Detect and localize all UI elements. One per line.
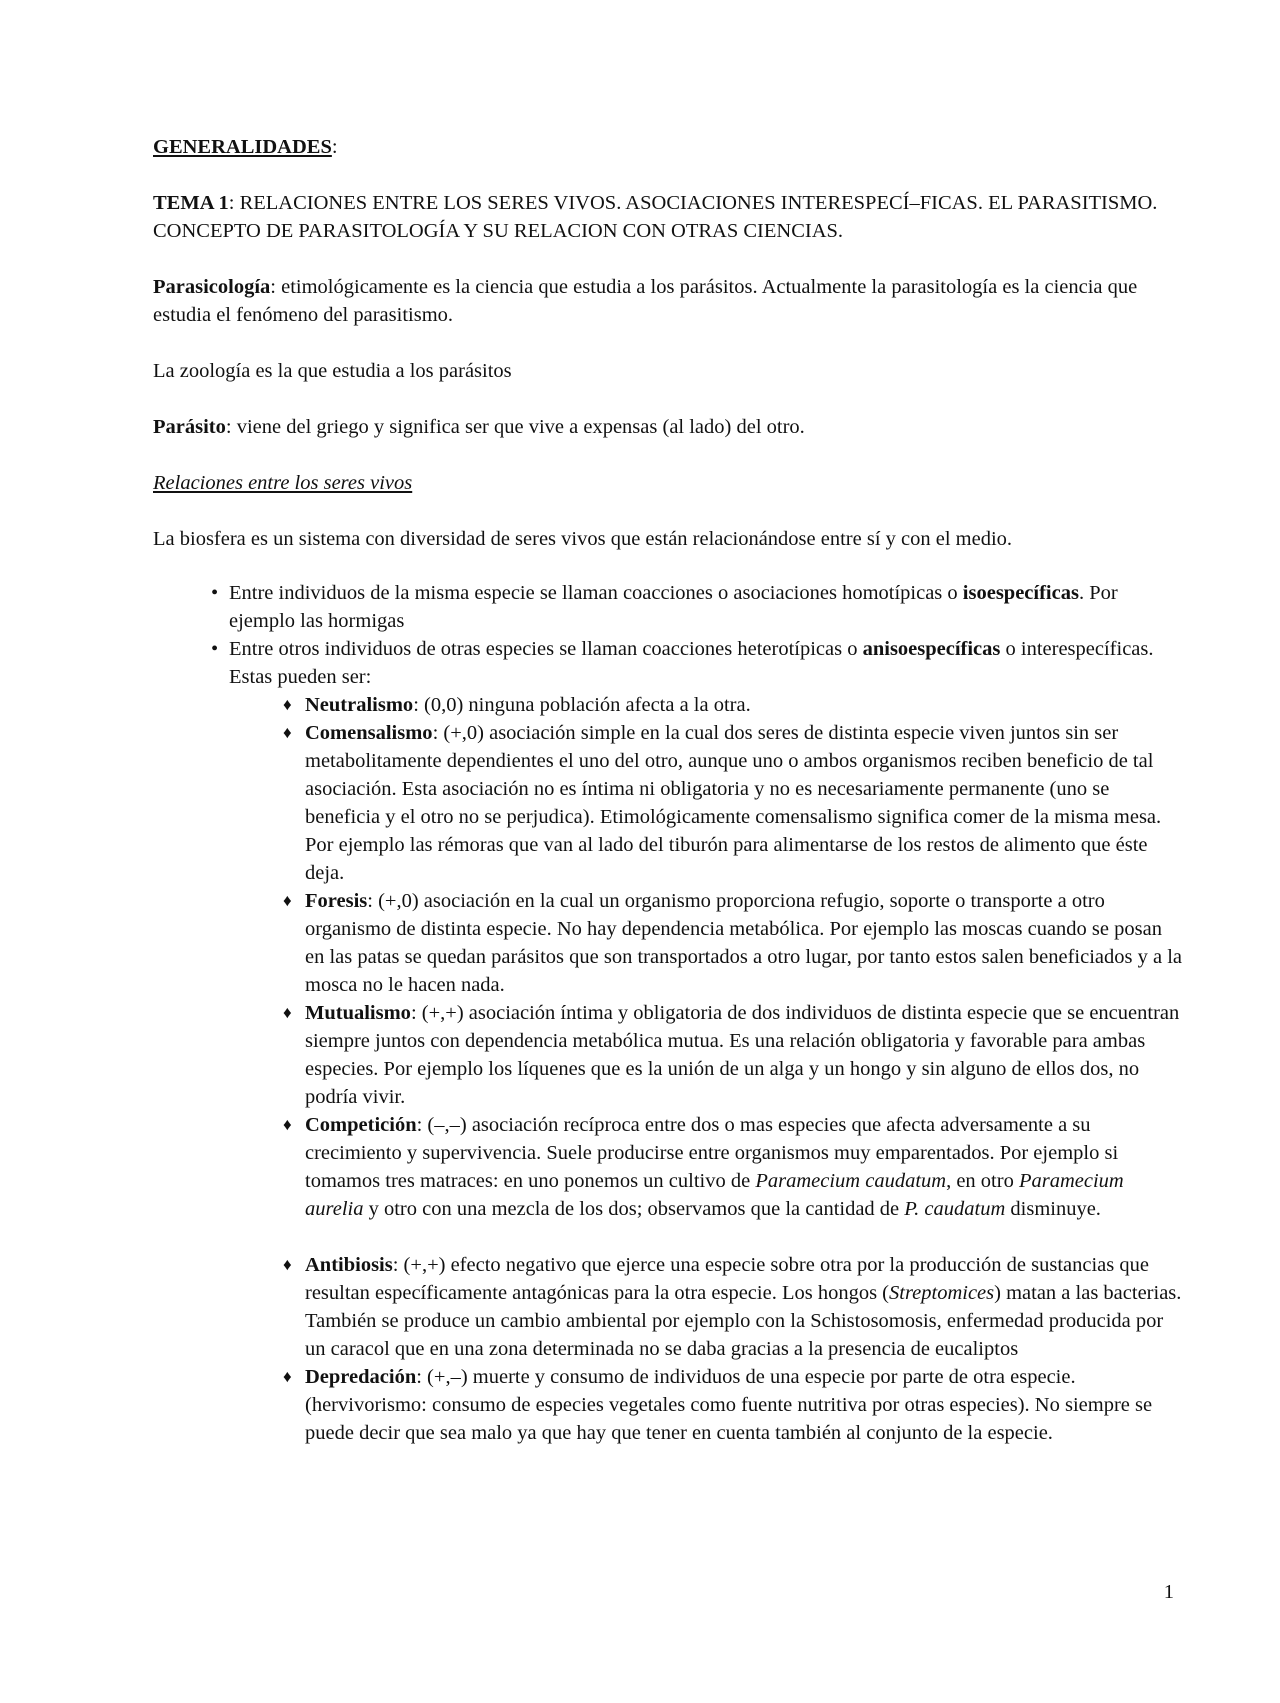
main-bullet-list — [153, 579, 1183, 691]
document-body — [153, 133, 1183, 1447]
bullet-icon: • — [211, 582, 219, 604]
list-item-foresis: ♦ Foresis: (+,0) asociación en la cual un organismo proporciona refugio, soporte o transporte a otro organismo de distinta especie. No hay dependencia metabólica. Por ejemplo las moscas cuando se posan en las patas se quedan parásitos que son transportados a otro lugar, por tanto estos salen beneficiados y a la mosca no le hacen nada. — [153, 887, 1183, 999]
definition-parasicologia: Parasicología: etimológicamente es la ciencia que estudia a los parásitos. Actualmente la parasitología es la ciencia que estudia el fenómeno del parasitismo. — [153, 276, 1138, 326]
list-item: • Entre individuos de la misma especie se llaman coacciones o asociaciones homotípicas o isoespecíficas. Por ejemplo las hormigas — [153, 579, 1183, 635]
list-item-antibiosis: ♦ Antibiosis: (+,+) efecto negativo que ejerce una especie sobre otra por la producción de sustancias que resultan específicamente antagónicas para la otra especie. Los hongos (Streptomices) matan a las bacterias. También se produce un cambio ambiental por ejemplo con la Schistosomosis, enfermedad producida por un caracol que en una zona determinada no se daba gracias a la presencia de eucaliptos — [153, 1251, 1183, 1363]
diamond-bullet-icon: ♦ — [283, 1367, 292, 1386]
list-item: • Entre otros individuos de otras especies se llaman coacciones heterotípicas o anisoespecíficas o interespecíficas. Estas pueden ser: — [153, 635, 1183, 691]
list-item-depredacion: ♦ Depredación: (+,–) muerte y consumo de individuos de una especie por parte de otra especie. (hervivorismo: consumo de especies vegetales como fuente nutritiva por otras especies). No siempre se puede decir que sea malo ya que hay que tener en cuenta también al conjunto de la especie. — [153, 1363, 1183, 1447]
list-item-mutualismo: ♦ Mutualismo: (+,+) asociación íntima y obligatoria de dos individuos de distinta especie que se encuentran siempre juntos con dependencia metabólica mutua. Es una relación obligatoria y favorable para ambas especies. Por ejemplo los líquenes que es la unión de un alga y un hongo y sin alguno de ellos dos, no podría vivir. — [153, 999, 1183, 1111]
diamond-bullet-icon: ♦ — [283, 891, 292, 910]
list-item-competicion: ♦ Competición: (–,–) asociación recíproca entre dos o mas especies que afecta adversamente a su crecimiento y supervivencia. Suele producirse entre organismos muy emparentados. Por ejemplo si tomamos tres matraces: en uno ponemos un cultivo de Paramecium caudatum, en otro Paramecium aurelia y otro con una mezcla de los dos; observamos que la cantidad de P. caudatum disminuye. — [153, 1111, 1183, 1223]
page-heading: GENERALIDADES: — [153, 136, 338, 158]
relation-types-list — [153, 691, 1183, 1447]
page-number: 1 — [1163, 1581, 1174, 1603]
list-item-neutralismo: ♦ Neutralismo: (0,0) ninguna población afecta a la otra. — [153, 691, 1183, 719]
definition-parasito: Parásito: viene del griego y significa ser que vive a expensas (al lado) del otro. — [153, 416, 805, 438]
tema-title: TEMA 1: RELACIONES ENTRE LOS SERES VIVOS. ASOCIACIONES INTERESPECÍ–FICAS. EL PARASITISMO. CONCEPTO DE PARASITOLOGÍA Y SU RELACION CON OTRAS CIENCIAS. — [153, 192, 1158, 242]
diamond-bullet-icon: ♦ — [283, 695, 292, 714]
diamond-bullet-icon: ♦ — [283, 1255, 292, 1274]
biosfera-paragraph: La biosfera es un sistema con diversidad de seres vivos que están relacionándose entre sí y con el medio. — [153, 528, 1013, 550]
list-item-comensalismo: ♦ Comensalismo: (+,0) asociación simple en la cual dos seres de distinta especie viven juntos sin ser metabolitamente dependientes el uno del otro, aunque uno o ambos organismos reciben beneficio de tal asociación. Esta asociación no es íntima ni obligatoria y no es necesariamente permanente (uno se beneficia y el otro no se perjudica). Etimológicamente comensalismo significa comer de la misma mesa. Por ejemplo las rémoras que van al lado del tiburón para alimentarse de los restos de alimento que éste deja. — [153, 719, 1183, 887]
diamond-bullet-icon: ♦ — [283, 1003, 292, 1022]
zoologia-paragraph: La zoología es la que estudia a los parásitos — [153, 360, 512, 382]
diamond-bullet-icon: ♦ — [283, 1115, 292, 1134]
section-subheading: Relaciones entre los seres vivos — [153, 472, 413, 494]
bullet-icon: • — [211, 638, 219, 660]
diamond-bullet-icon: ♦ — [283, 723, 292, 742]
